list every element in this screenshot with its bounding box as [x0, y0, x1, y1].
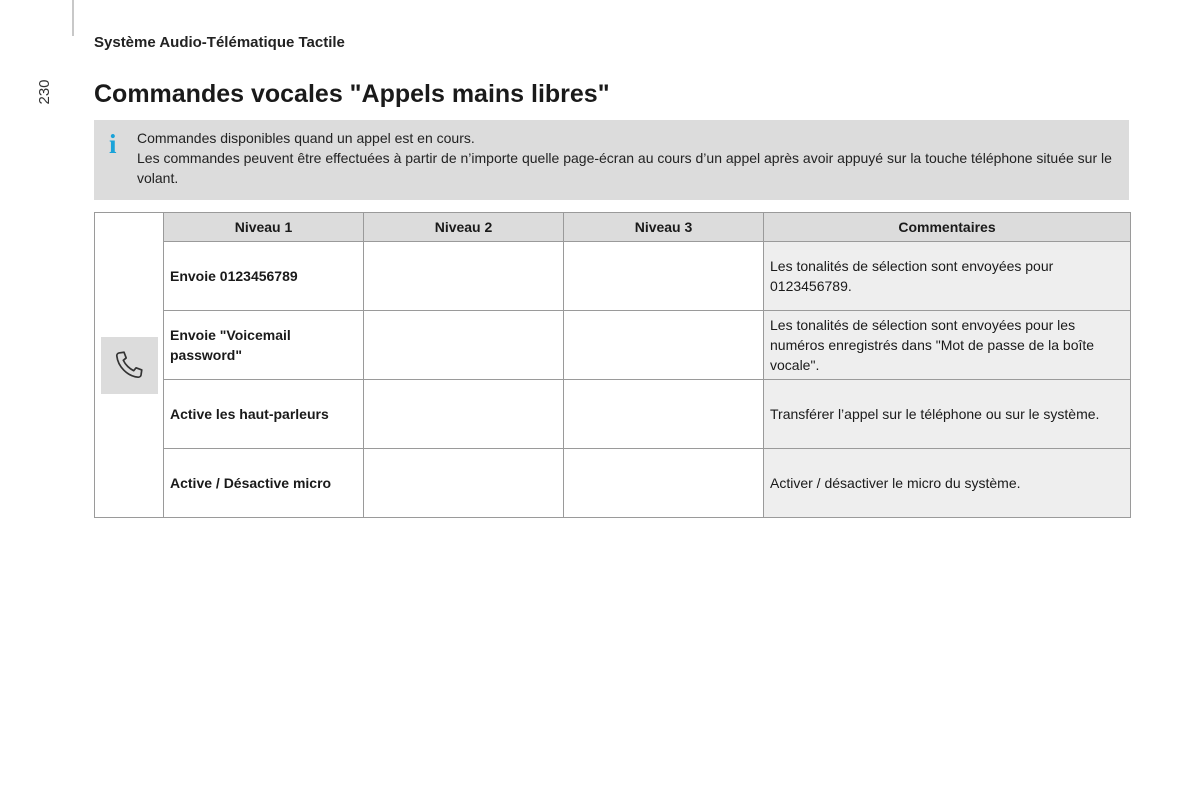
info-line: Commandes disponibles quand un appel est en cours.: [137, 130, 475, 146]
level2-cell: [364, 449, 564, 518]
phone-icon: [101, 337, 158, 394]
column-header: Niveau 2: [364, 213, 564, 242]
level3-cell: [564, 242, 764, 311]
page-title: Commandes vocales "Appels mains libres": [94, 80, 610, 108]
level1-cell: Envoie 0123456789: [164, 242, 364, 311]
level2-cell: [364, 380, 564, 449]
page-number: 230: [35, 79, 53, 105]
column-header: Niveau 1: [164, 213, 364, 242]
column-header: Niveau 3: [564, 213, 764, 242]
comment-cell: Activer / désactiver le micro du système.: [764, 449, 1131, 518]
info-icon: i: [109, 129, 117, 159]
voice-commands-table: [94, 212, 1131, 518]
level3-cell: [564, 311, 764, 380]
level3-cell: [564, 380, 764, 449]
level2-cell: [364, 311, 564, 380]
level1-cell: Active les haut-parleurs: [164, 380, 364, 449]
column-header: Commentaires: [764, 213, 1131, 242]
info-box: [94, 120, 1129, 200]
info-text: [137, 128, 1129, 188]
table-header-row: [95, 213, 1131, 242]
table-row: [95, 242, 1131, 311]
table-row: [95, 311, 1131, 380]
level2-cell: [364, 242, 564, 311]
comment-cell: Les tonalités de sélection sont envoyées pour 0123456789.: [764, 242, 1131, 311]
level3-cell: [564, 449, 764, 518]
section-icon-cell: [95, 213, 164, 518]
table-row: [95, 380, 1131, 449]
table-row: [95, 449, 1131, 518]
info-line: Les commandes peuvent être effectuées à partir de n’importe quelle page-écran au cours d’un appel après avoir appuyé sur la touche téléphone située sur le volant.: [137, 150, 1112, 186]
running-header: Système Audio-Télématique Tactile: [94, 34, 345, 51]
comment-cell: Transférer l’appel sur le téléphone ou sur le système.: [764, 380, 1131, 449]
level1-cell: Active / Désactive micro: [164, 449, 364, 518]
level1-cell: Envoie "Voicemail password": [164, 311, 364, 380]
comment-cell: Les tonalités de sélection sont envoyées pour les numéros enregistrés dans "Mot de passe de la boîte vocale".: [764, 311, 1131, 380]
margin-rule: [72, 0, 74, 36]
